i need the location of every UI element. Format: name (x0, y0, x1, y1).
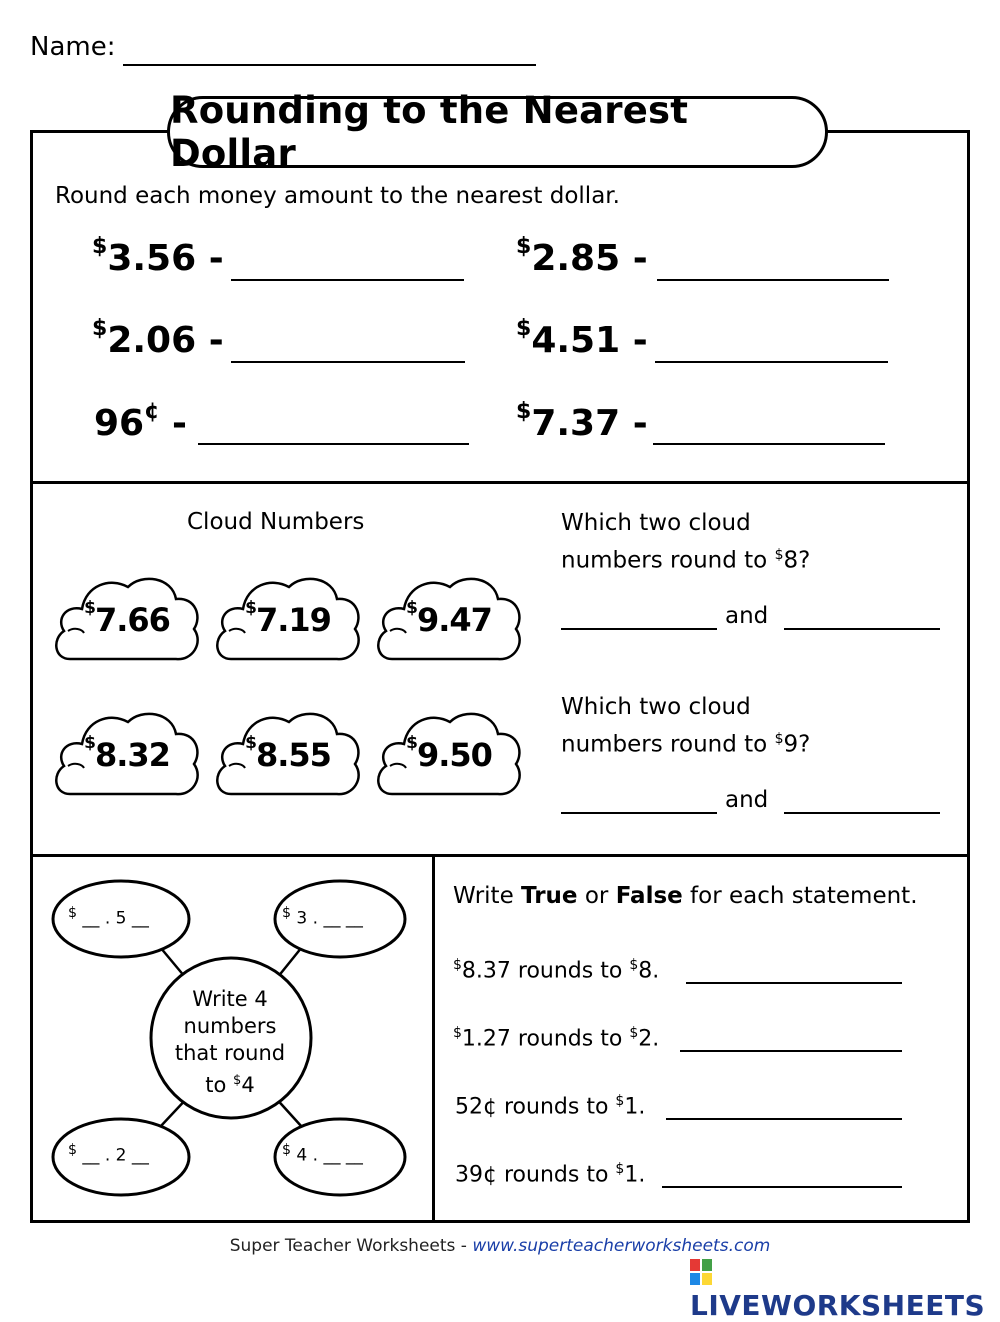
cloud (374, 706, 524, 806)
center-instruction: Write 4 numbers that round to $4 (174, 987, 286, 1097)
answer-line[interactable] (662, 1186, 902, 1188)
page-title: Rounding to the Nearest Dollar (167, 96, 828, 168)
problem-3: $2.06 - (92, 316, 224, 361)
oval-pattern[interactable]: $ 4 . __ __ (282, 1142, 363, 1166)
cloud (52, 706, 202, 806)
liveworksheets-logo-icon (690, 1259, 712, 1285)
answer-line[interactable] (666, 1118, 902, 1120)
name-input-line[interactable] (123, 64, 536, 66)
statement-3: 52¢ rounds to $1. (455, 1093, 646, 1120)
true-false-instruction: Write True or False for each statement. (453, 883, 918, 909)
answer-line[interactable] (655, 361, 888, 363)
problem-2: $2.85 - (516, 234, 648, 279)
answer-line[interactable] (653, 443, 885, 445)
answer-line[interactable] (231, 279, 464, 281)
oval-pattern[interactable]: $ __ . 2 __ (68, 1142, 149, 1166)
cloud-value: $9.50 (406, 733, 492, 774)
answer-line[interactable] (561, 812, 717, 814)
problem-6: $7.37 - (516, 399, 648, 444)
answer-line[interactable] (231, 361, 465, 363)
cloud (374, 571, 524, 671)
cloud (213, 571, 363, 671)
section-divider (30, 481, 970, 484)
cloud-value: $7.19 (245, 598, 331, 639)
question-1: Which two cloud numbers round to $8? (561, 510, 811, 574)
cloud-value: $7.66 (84, 598, 170, 639)
cloud-value: $8.55 (245, 733, 331, 774)
cloud-numbers-title: Cloud Numbers (187, 509, 365, 535)
answer-line[interactable] (680, 1050, 902, 1052)
answer-line[interactable] (198, 443, 469, 445)
cloud (213, 706, 363, 806)
footer-link[interactable]: www.superteacherworksheets.com (472, 1236, 771, 1256)
oval-pattern[interactable]: $ 3 . __ __ (282, 905, 363, 929)
problem-4: $4.51 - (516, 316, 648, 361)
cloud-value: $8.32 (84, 733, 170, 774)
name-label: Name: (30, 32, 116, 62)
footer-credit: Super Teacher Worksheets - www.superteacherworksheets.com (229, 1236, 771, 1256)
answer-line[interactable] (561, 628, 717, 630)
answer-line[interactable] (784, 812, 940, 814)
question-2: Which two cloud numbers round to $9? (561, 694, 811, 758)
answer-line[interactable] (784, 628, 940, 630)
problem-5: 96¢ - (94, 399, 187, 444)
answer-line[interactable] (686, 982, 902, 984)
statement-2: $1.27 rounds to $2. (453, 1025, 660, 1052)
and-label: and (725, 603, 769, 629)
cloud-value: $9.47 (406, 598, 492, 639)
answer-line[interactable] (657, 279, 889, 281)
and-label: and (725, 787, 769, 813)
statement-4: 39¢ rounds to $1. (455, 1161, 646, 1188)
statement-1: $8.37 rounds to $8. (453, 957, 660, 984)
problem-1: $3.56 - (92, 234, 224, 279)
cloud (52, 571, 202, 671)
oval-pattern[interactable]: $ __ . 5 __ (68, 905, 149, 929)
liveworksheets-brand: LIVEWORKSHEETS (690, 1256, 1000, 1322)
section-divider-vertical (432, 854, 435, 1223)
instruction-text: Round each money amount to the nearest dollar. (55, 183, 620, 209)
